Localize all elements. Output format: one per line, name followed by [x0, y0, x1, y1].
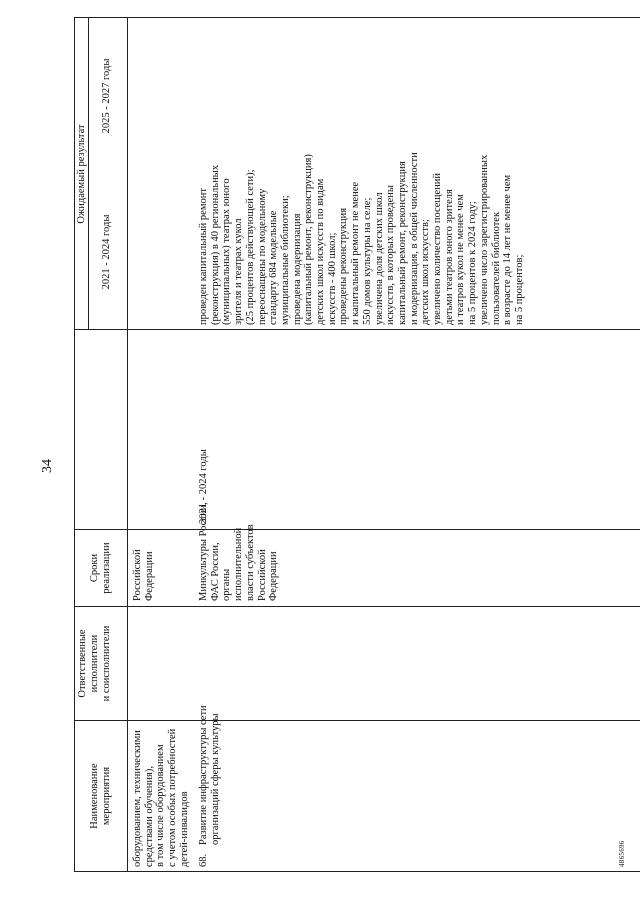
- table-right-border: [74, 17, 640, 18]
- header-terms: Сроки реализации: [89, 542, 112, 594]
- header-years-2025-2027: 2025 - 2027 годы: [101, 58, 112, 134]
- table-left-border: [74, 871, 640, 872]
- header-responsible: Ответственные исполнители и соисполнители: [77, 625, 112, 702]
- row-68-number: 68.: [198, 853, 209, 867]
- document-code: 4865696: [618, 840, 626, 867]
- column-divider-responsible: [74, 606, 640, 607]
- column-divider-result: [74, 329, 640, 330]
- column-divider-terms: [74, 529, 640, 530]
- header-bottom-border: [127, 18, 128, 872]
- row-continuation-responsible: Российской Федерации: [132, 549, 155, 601]
- table-top-border: [74, 18, 75, 872]
- row-68-name: Развитие инфраструктуры сети организаций сферы культуры: [198, 705, 221, 845]
- row-68-terms: 2021 - 2024 годы: [198, 449, 209, 524]
- row-68-result-2021-2024: проведен капитальный ремонт (реконструкция) в 40 региональных (муниципальных) театрах юного зрителя и театрах кукол (25 процентов действующей сети); переоснащены по модельному стандарту 684 модельные муниципальные библиотеки; проведена модернизация (капитальный ремонт, реконструкция) детских школ искусств по видам искусств - 400 школ; проведены реконструкция и капитальный ремонт не менее 550 домов культуры на селе; увеличена доля детских школ искусств, в которых проведены капитальный ремонт, реконструкция и модернизация, в общей численности детских школ искусств; увеличено количество посещений детьми театров юного зрителя и театров кукол не менее чем на 5 процентов к 2024 году; увеличено число зарегистрированных пользователей библиотек в возрасте до 14 лет не менее чем на 5 процентов;: [198, 152, 525, 325]
- column-divider-name: [74, 720, 640, 721]
- header-expected-result: Ожидаемый результат: [76, 124, 87, 224]
- page-number: 34: [40, 459, 55, 473]
- expected-result-subheader-border: [88, 18, 89, 330]
- row-68-responsible: Минкультуры России, ФАС России, органы исполнительной власти субъектов Российской Федерации: [198, 502, 280, 601]
- header-years-2021-2024: 2021 - 2024 годы: [101, 214, 112, 290]
- row-continuation-name: оборудованием, техническими средствами обучения), в том числе оборудованием с учетом особых потребностей детей-инвалидов: [132, 728, 190, 867]
- header-name: Наименование мероприятия: [89, 763, 112, 829]
